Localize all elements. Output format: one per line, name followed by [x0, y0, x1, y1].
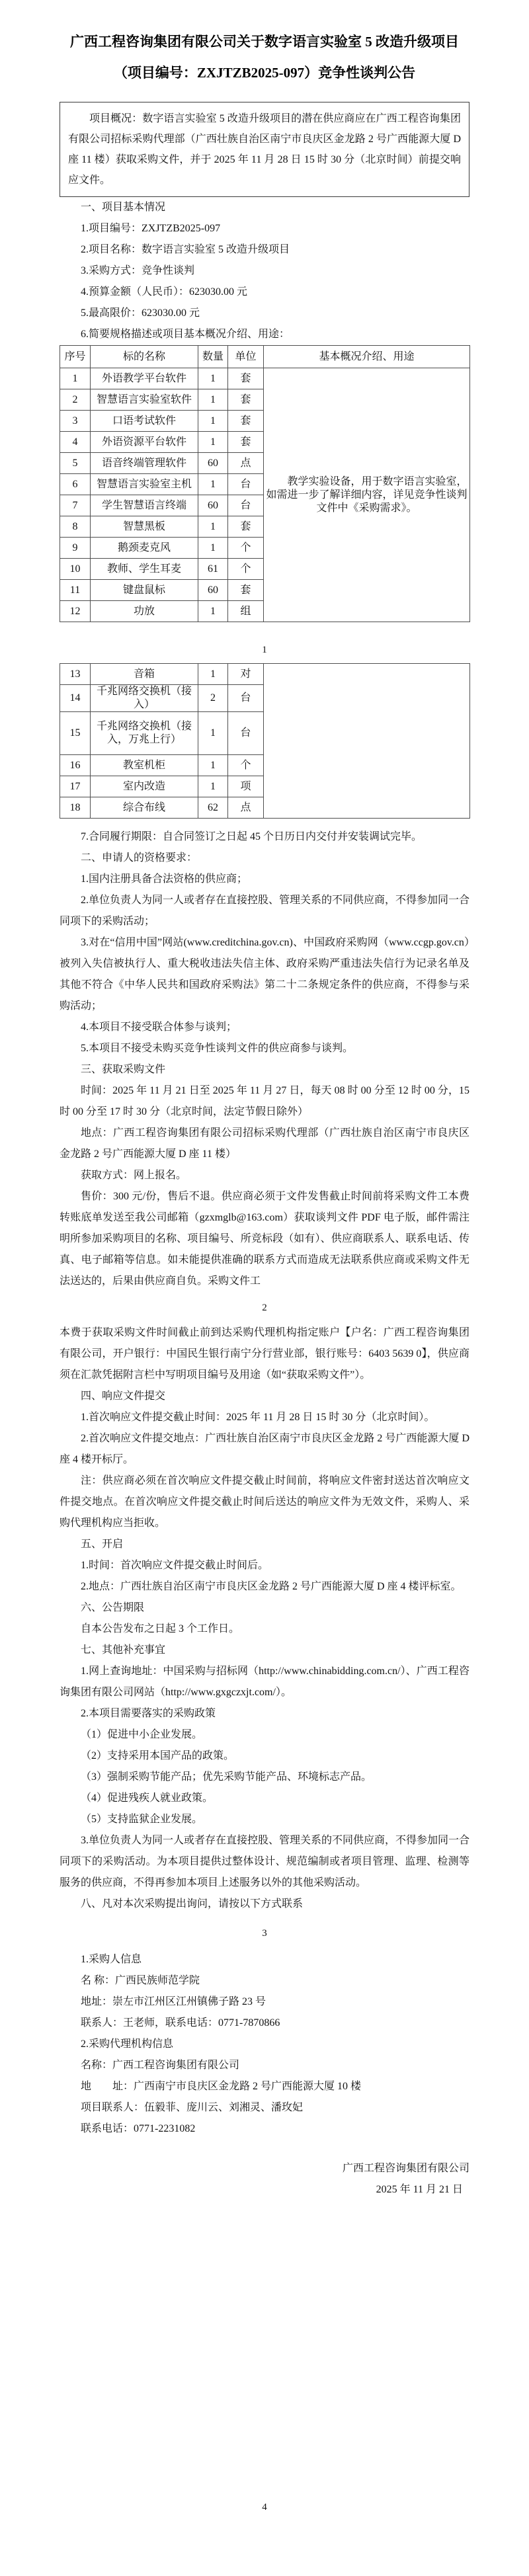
header-cell: 单位 — [228, 346, 264, 368]
cell-qty: 2 — [198, 685, 228, 712]
header-cell: 数量 — [198, 346, 228, 368]
paragraph-continuation: 本费于获取采购文件时间截止前到达采购代理机构指定账户【户名：广西工程咨询集团有限公司，开户银行：中国民生银行南宁分行营业部，银行账号：6403 5639 0】，供应商须在汇款凭据附言栏中写明项目编号及用途（如“获取采购文件”）。 — [60, 1327, 469, 1381]
cell-name: 千兆网络交换机（接入，万兆上行） — [91, 712, 198, 755]
cell-name: 口语考试软件 — [91, 411, 198, 432]
table-header-row — [60, 346, 470, 368]
paragraph: 3.对在“信用中国”网站(www.creditchina.gov.cn)、中国政府采购网（www.ccgp.gov.cn）被列入失信被执行人、重大税收违法失信主体、政府采购严重违法失信行为记录名单及其他不符合《中华人民共和国政府采购法》第二十二条规定条件的供应商，不得参与采购活动； — [60, 937, 469, 1012]
cell-name: 教师、学生耳麦 — [91, 559, 198, 580]
paragraph: 1.项目编号：ZXJTZB2025-097 — [81, 223, 221, 234]
page-number-3: 3 — [262, 1928, 267, 1939]
agency-info-heading: 2.采购代理机构信息 — [81, 2038, 174, 2050]
paragraph: 6.简要规格描述或项目基本概况介绍、用途： — [81, 329, 290, 340]
cell-unit: 台 — [228, 495, 264, 516]
cell-unit: 个 — [228, 755, 264, 776]
cell-name: 语音终端管理软件 — [91, 453, 198, 474]
cell-unit: 套 — [228, 432, 264, 453]
cell-no: 4 — [60, 432, 91, 453]
signature-company: 广西工程咨询集团有限公司 — [342, 2163, 469, 2174]
cell-qty: 60 — [198, 495, 228, 516]
section3-heading: 三、获取采购文件 — [81, 1064, 166, 1075]
cell-unit: 点 — [228, 453, 264, 474]
paragraph: 注：供应商必须在首次响应文件提交截止时间前，将响应文件密封送达首次响应文件提交地点。在首次响应文件提交截止时间后送达的响应文件为无效文件，采购人、采购代理机构应当拒收。 — [60, 1475, 469, 1529]
cell-unit: 个 — [228, 559, 264, 580]
paragraph: 2.首次响应文件提交地点：广西壮族自治区南宁市良庆区金龙路 2 号广西能源大厦 D 座 4 楼开标厅。 — [60, 1433, 469, 1465]
table-note-cell-empty — [264, 664, 470, 819]
cell-unit: 台 — [228, 685, 264, 712]
purchaser-address: 地址：崇左市江州区江州镇佛子路 23 号 — [81, 1996, 266, 2007]
cell-unit: 台 — [228, 712, 264, 755]
purchaser-info-heading: 1.采购人信息 — [81, 1954, 142, 1965]
section4-heading: 四、响应文件提交 — [81, 1390, 166, 1402]
paragraph: （4）促进残疾人就业政策。 — [81, 1792, 214, 1804]
cell-qty: 60 — [198, 453, 228, 474]
paragraph: 1.时间：首次响应文件提交截止时间后。 — [81, 1560, 269, 1571]
cell-no: 3 — [60, 411, 91, 432]
cell-unit: 点 — [228, 797, 264, 819]
cell-no: 10 — [60, 559, 91, 580]
cell-unit: 套 — [228, 411, 264, 432]
cell-name: 室内改造 — [91, 776, 198, 797]
cell-no: 14 — [60, 685, 91, 712]
cell-no: 8 — [60, 516, 91, 538]
cell-unit: 组 — [228, 601, 264, 622]
page-title-line1: 广西工程咨询集团有限公司关于数字语言实验室 5 改造升级项目 — [70, 34, 459, 50]
cell-name: 学生智慧语言终端 — [91, 495, 198, 516]
cell-no: 7 — [60, 495, 91, 516]
items-table-page2 — [60, 663, 470, 819]
paragraph: 4.本项目不接受联合体参与谈判； — [81, 1022, 237, 1033]
page-number-1: 1 — [262, 645, 267, 655]
page-title-line2: （项目编号：ZXJTZB2025-097）竞争性谈判公告 — [113, 65, 416, 81]
paragraph: 3.单位负责人为同一人或者存在直接控股、管理关系的不同供应商，不得参加同一合同项下的采购活动。为本项目提供过整体设计、规范编制或者项目管理、监理、检测等服务的供应商，不得再参加本项目上述服务以外的其他采购活动。 — [60, 1835, 470, 1888]
paragraph: 自本公告发布之日起 3 个工作日。 — [81, 1623, 240, 1634]
cell-no: 9 — [60, 538, 91, 559]
cell-qty: 1 — [198, 664, 228, 685]
signature-date: 2025 年 11 月 21 日 — [376, 2184, 463, 2195]
section1-heading: 一、项目基本情况 — [81, 202, 166, 213]
paragraph: 2.项目名称：数字语言实验室 5 改造升级项目 — [81, 244, 290, 255]
cell-unit: 对 — [228, 664, 264, 685]
cell-qty: 1 — [198, 432, 228, 453]
paragraph: 7.合同履行期限：自合同签订之日起 45 个日历日内交付并安装调试完毕。 — [81, 831, 423, 842]
cell-no: 18 — [60, 797, 91, 819]
cell-name: 智慧黑板 — [91, 516, 198, 538]
paragraph: （2）支持采用本国产品的政策。 — [81, 1750, 235, 1761]
cell-qty: 1 — [198, 755, 228, 776]
section6-heading: 六、公告期限 — [81, 1602, 145, 1613]
cell-unit: 套 — [228, 368, 264, 389]
cell-unit: 个 — [228, 538, 264, 559]
paragraph: 1.网上查询地址：中国采购与招标网（http://www.chinabidding.com.cn/）、广西工程咨询集团有限公司网站（http://www.gxgczxjt.com/）。 — [60, 1666, 469, 1698]
paragraph: 5.本项目不接受未购买竞争性谈判文件的供应商参与谈判。 — [81, 1043, 354, 1054]
paragraph: （3）强制采购节能产品；优先采购节能产品、环境标志产品。 — [81, 1771, 372, 1783]
paragraph: （1）促进中小企业发展。 — [81, 1729, 203, 1740]
project-overview-text: 项目概况：数字语言实验室 5 改造升级项目的潜在供应商应在广西工程咨询集团有限公司招标采购代理部（广西壮族自治区南宁市良庆区金龙路 2 号广西能源大厦 D 座 11 楼）获取采购文件，并于 2025 年 11 月 28 日 15 时 30 分（北京时间）前提交响应文件。 — [68, 113, 461, 186]
cell-name: 外语资源平台软件 — [91, 432, 198, 453]
paragraph: 时间：2025 年 11 月 21 日至 2025 年 11 月 27 日，每天 08 时 00 分至 12 时 00 分，15 时 00 分至 17 时 30 分（北京时间，法定节假日除外） — [60, 1085, 469, 1117]
cell-no: 5 — [60, 453, 91, 474]
cell-no: 11 — [60, 580, 91, 601]
header-cell: 基本概况介绍、用途 — [264, 346, 470, 368]
cell-qty: 60 — [198, 580, 228, 601]
cell-qty: 1 — [198, 516, 228, 538]
cell-qty: 61 — [198, 559, 228, 580]
paragraph: 售价：300 元/份，售后不退。供应商必须于文件发售截止时间前将采购文件工本费转账底单发送至我公司邮箱（gzxmglb@163.com）获取谈判文件 PDF 电子版，邮件需注明所参加采购项目的名称、项目编号、所竞标段（如有）、供应商联系人、联系电话、传真、电子邮箱等信息。如未能提供准确的联系方式而造成无法联系供应商或采购文件无法送达的，后果由供应商自负。采购文件工 — [60, 1191, 469, 1287]
cell-no: 1 — [60, 368, 91, 389]
agency-name: 名称：广西工程咨询集团有限公司 — [81, 2060, 240, 2071]
paragraph: 5.最高限价：623030.00 元 — [81, 307, 200, 319]
cell-qty: 1 — [198, 389, 228, 411]
cell-qty: 1 — [198, 474, 228, 495]
cell-name: 智慧语言实验室主机 — [91, 474, 198, 495]
paragraph: 3.采购方式：竞争性谈判 — [81, 265, 195, 276]
cell-no: 17 — [60, 776, 91, 797]
agency-address: 地 址：广西南宁市良庆区金龙路 2 号广西能源大厦 10 楼 — [81, 2081, 362, 2092]
paragraph: 1.首次响应文件提交截止时间：2025 年 11 月 28 日 15 时 30 分（北京时间）。 — [81, 1412, 435, 1423]
paragraph: 1.国内注册具备合法资格的供应商； — [81, 873, 248, 885]
table-note-cell: 教学实验设备，用于数字语言实验室，如需进一步了解详细内容，详见竞争性谈判文件中《采购需求》。 — [264, 368, 470, 622]
paragraph: 地点：广西工程咨询集团有限公司招标采购代理部（广西壮族自治区南宁市良庆区金龙路 2 号广西能源大厦 D 座 11 楼） — [60, 1127, 469, 1160]
section7-heading: 七、其他补充事宜 — [81, 1644, 166, 1656]
cell-name: 千兆网络交换机（接入） — [91, 685, 198, 712]
cell-unit: 套 — [228, 516, 264, 538]
cell-name: 教室机柜 — [91, 755, 198, 776]
cell-name: 鹅颈麦克风 — [91, 538, 198, 559]
cell-no: 13 — [60, 664, 91, 685]
signature-block — [60, 2158, 469, 2200]
paragraph: 2.本项目需要落实的采购政策 — [81, 1708, 216, 1719]
paragraph: （5）支持监狱企业发展。 — [81, 1814, 203, 1825]
project-overview-box — [60, 102, 469, 197]
paragraph: 2.单位负责人为同一人或者存在直接控股、管理关系的不同供应商，不得参加同一合同项下的采购活动； — [60, 895, 470, 927]
page-number-4: 4 — [262, 2502, 267, 2513]
cell-name: 音箱 — [91, 664, 198, 685]
cell-qty: 1 — [198, 368, 228, 389]
cell-unit: 台 — [228, 474, 264, 495]
paragraph: 4.预算金额（人民币）：623030.00 元 — [81, 286, 248, 298]
cell-unit: 项 — [228, 776, 264, 797]
page-title — [60, 26, 469, 89]
cell-unit: 套 — [228, 580, 264, 601]
cell-no: 2 — [60, 389, 91, 411]
cell-qty: 1 — [198, 411, 228, 432]
cell-name: 功放 — [91, 601, 198, 622]
cell-name: 综合布线 — [91, 797, 198, 819]
section2-heading: 二、申请人的资格要求： — [81, 852, 198, 864]
cell-qty: 1 — [198, 601, 228, 622]
cell-unit: 套 — [228, 389, 264, 411]
table-row — [60, 368, 470, 389]
cell-qty: 1 — [198, 712, 228, 755]
paragraph: 2.地点：广西壮族自治区南宁市良庆区金龙路 2 号广西能源大厦 D 座 4 楼评标室。 — [81, 1581, 462, 1592]
cell-no: 16 — [60, 755, 91, 776]
section5-heading: 五、开启 — [81, 1539, 124, 1550]
purchaser-name: 名 称：广西民族师范学院 — [81, 1975, 200, 1986]
cell-qty: 1 — [198, 538, 228, 559]
cell-no: 6 — [60, 474, 91, 495]
cell-qty: 1 — [198, 776, 228, 797]
cell-no: 15 — [60, 712, 91, 755]
announcement-document — [0, 26, 529, 2576]
table-row — [60, 664, 470, 685]
agency-contacts: 项目联系人：伍毅菲、庞川云、刘湘灵、潘玫妃 — [81, 2102, 304, 2113]
section8-heading: 八、凡对本次采购提出询问，请按以下方式联系 — [81, 1898, 304, 1910]
cell-name: 外语教学平台软件 — [91, 368, 198, 389]
purchaser-contact: 联系人：王老师，联系电话：0771-7870866 — [81, 2017, 280, 2029]
cell-name: 键盘鼠标 — [91, 580, 198, 601]
header-cell: 标的名称 — [91, 346, 198, 368]
header-cell: 序号 — [60, 346, 91, 368]
cell-qty: 62 — [198, 797, 228, 819]
agency-phone: 联系电话：0771-2231082 — [81, 2123, 196, 2134]
paragraph: 获取方式：网上报名。 — [81, 1170, 187, 1181]
cell-name: 智慧语言实验室软件 — [91, 389, 198, 411]
page-number-2: 2 — [262, 1303, 267, 1313]
cell-no: 12 — [60, 601, 91, 622]
items-table-page1 — [60, 345, 470, 622]
